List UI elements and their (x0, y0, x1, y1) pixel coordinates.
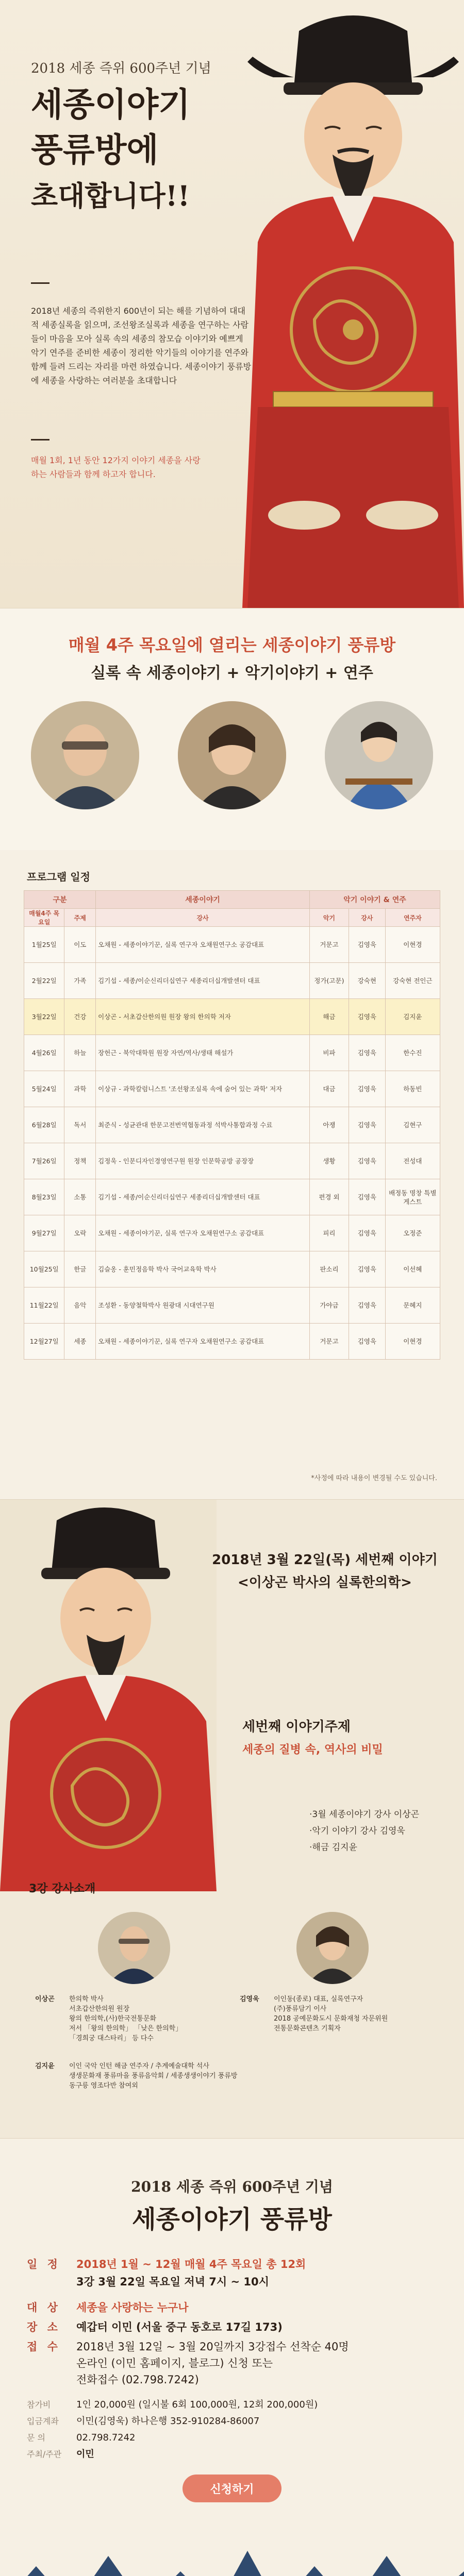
row-instrument: 편경 외 (310, 1179, 349, 1215)
hero-note: 매월 1회, 1년 동안 12가지 이야기 세종을 사랑하는 사람들과 함께 하고자 합니다. (31, 455, 201, 479)
row-instrument-lecturer: 김영욱 (349, 1179, 385, 1215)
row-topic: 과학 (64, 1071, 96, 1107)
hero-paragraph: 2018년 세종의 즉위한지 600년이 되는 해를 기념하여 대대적 세종실록을 읽으며, 조선왕조실록과 세종을 연구하는 사람들이 마음을 모아 실록 속의 세종의 참모습 이야기와 예쁘게 악기 연주를 준비한 세종이 정리한 악기들의 이야기를 연주와 함께 들려 드리는 자리를 마련 하였습니다. 세종이야기 풍류방에 세종을 사랑하는 여러분을 초대합니다 (31, 306, 252, 385)
registration-key: 접 수 (27, 2341, 61, 2353)
target-key: 대 상 (27, 2301, 61, 2314)
row-instrument: 아쟁 (310, 1107, 349, 1143)
hero-title-line2: 풍류방에 (31, 131, 159, 170)
row-topic: 오락 (64, 1215, 96, 1251)
row-date: 2월22일 (24, 963, 64, 999)
hero-section (0, 0, 464, 608)
row-date: 6월28일 (24, 1107, 64, 1143)
row-date: 11월22일 (24, 1287, 64, 1324)
table-row (24, 1179, 440, 1215)
row-topic: 건강 (64, 999, 96, 1035)
table-row (24, 1071, 440, 1107)
row-performer: 오정준 (385, 1215, 440, 1251)
schedule-value: 2018년 1월 ~ 12월 매월 4주 목요일 총 12회 (76, 2258, 306, 2270)
hero-title-line3: 초대합니다!! (31, 179, 190, 212)
hero-title-line1: 세종이야기 (31, 86, 191, 124)
row-instrument-lecturer: 김영욱 (349, 1107, 385, 1143)
row-date: 12월27일 (24, 1324, 64, 1360)
row-date: 7월26일 (24, 1143, 64, 1179)
row-performer: 이현경 (385, 1324, 440, 1360)
row-lecturer: 이상규 - 과학칼럼니스트 '조선왕조실록 속에 숨어 있는 과학' 저자 (96, 1071, 310, 1107)
row-instrument: 가야금 (310, 1287, 349, 1324)
sub-lecturer: 강사 (96, 909, 310, 927)
bio3-text (69, 2061, 237, 2091)
row-instrument: 정가(고문) (310, 963, 349, 999)
row-instrument: 해금 (310, 999, 349, 1035)
row-instrument-lecturer: 김영욱 (349, 1143, 385, 1179)
organizer-value: 이민 (76, 2449, 94, 2460)
bio1-line: 한의학 박사 (69, 1995, 104, 2003)
bio1-name: 이상곤 (35, 1995, 55, 2003)
registration-value: 2018년 3월 12일 ~ 3월 20일까지 3강접수 선착순 40명 (76, 2341, 349, 2353)
row-performer: 하동빈 (385, 1071, 440, 1107)
row-instrument-lecturer: 김영욱 (349, 1215, 385, 1251)
fee-value: 1인 20,000원 (일시불 6회 100,000원, 12회 200,000원) (76, 2399, 318, 2410)
row-lecturer: 김기섭 - 세종/이순신리더십연구 세종리더십개발센터 대표 (96, 963, 310, 999)
event-staff-list (309, 1806, 419, 1856)
bio2-line: 2018 공예문화도시 문화재청 자문위원 (274, 2015, 388, 2023)
row-performer: 이현경 (385, 927, 440, 963)
row-instrument: 생황 (310, 1143, 349, 1179)
program-label: 프로그램 일정 (27, 871, 90, 883)
row-topic: 가족 (64, 963, 96, 999)
table-row (24, 1215, 440, 1251)
bio-lecturer2 (240, 1994, 436, 2041)
hero-divider-2 (31, 439, 49, 440)
row-instrument-lecturer: 김영욱 (349, 1071, 385, 1107)
row-lecturer: 김기섭 - 세종/이순신리더십연구 세종리더십개발센터 대표 (96, 1179, 310, 1215)
registration-value-3: 전화접수 (02.798.7242) (76, 2374, 199, 2386)
row-instrument-lecturer: 김영욱 (349, 1251, 385, 1287)
row-instrument-lecturer: 김영욱 (349, 1035, 385, 1071)
row-performer: 문혜지 (385, 1287, 440, 1324)
bio3-line: 이인 국악 인턴 해금 연주자 / 추계예술대학 석사 (69, 2062, 209, 2070)
row-topic: 한글 (64, 1251, 96, 1287)
lecturer-photo (31, 701, 139, 809)
info-subtitle: 2018 세종 즉위 600주년 기념 (131, 2178, 333, 2195)
phone-value: 02.798.7242 (76, 2432, 136, 2443)
row-lecturer: 이상곤 - 서초갑산한의원 원장 왕의 한의학 저자 (96, 999, 310, 1035)
lecturer2-photo (296, 1912, 369, 1984)
schedule-value-2: 3강 3월 22일 목요일 저녁 7시 ~ 10시 (76, 2276, 269, 2288)
fee-key: 참가비 (27, 2400, 51, 2410)
row-instrument: 판소리 (310, 1251, 349, 1287)
row-lecturer: 김슬옹 - 훈민정음학 박사 국어교육학 박사 (96, 1251, 310, 1287)
row-instrument-lecturer: 김영욱 (349, 1324, 385, 1360)
bio3-line: 동구릉 영조다반 참여외 (69, 2082, 138, 2090)
row-lecturer: 장헌근 - 북악대학원 원장 자연/역사/생태 해설가 (96, 1035, 310, 1071)
account-key: 입금계좌 (27, 2416, 59, 2426)
bio3-name: 김지윤 (35, 2062, 55, 2070)
table-row (24, 1035, 440, 1071)
row-performer: 이선혜 (385, 1251, 440, 1287)
table-row (24, 999, 440, 1035)
third-story-title: 세번째 이야기주제 (242, 1719, 351, 1735)
schedule-title: 매월 4주 목요일에 열리는 세종이야기 풍류방 (68, 635, 396, 655)
staff-item: ·3월 세종이야기 강사 이상곤 (309, 1809, 420, 1820)
row-instrument-lecturer: 김영욱 (349, 1287, 385, 1324)
row-instrument-lecturer: 김영욱 (349, 927, 385, 963)
staff-item: ·악기 이야기 강사 김영욱 (309, 1826, 405, 1836)
row-instrument: 비파 (310, 1035, 349, 1071)
row-date: 5월24일 (24, 1071, 64, 1107)
row-topic: 독서 (64, 1107, 96, 1143)
lecturer-intro-title: 3강 강사소개 (29, 1883, 96, 1895)
bio2-line: 이인동(종로) 대표, 실록연구자 (274, 1995, 363, 2003)
table-row (24, 1251, 440, 1287)
event-date: 2018년 3월 22일(목) 세번째 이야기 (212, 1552, 438, 1568)
target-value: 세종을 사랑하는 누구나 (76, 2301, 189, 2314)
king-sejong-illustration (242, 0, 464, 608)
schedule-header-section (0, 608, 464, 851)
hero-divider (31, 282, 49, 284)
row-instrument-lecturer: 강숙현 (349, 963, 385, 999)
sub-lecturer2: 강사 (349, 909, 385, 927)
bio1-text (69, 1994, 182, 2043)
sub-performer: 연주자 (385, 909, 440, 927)
row-date: 9월27일 (24, 1215, 64, 1251)
king-sejong-illustration-2 (0, 1500, 217, 1891)
lecturer1-photo (98, 1912, 170, 1984)
table-row (24, 1324, 440, 1360)
col-sejong: 세종이야기 (96, 891, 310, 909)
organizer-key: 주최/주관 (27, 2449, 62, 2459)
wave-mountain-decoration (0, 2535, 464, 2576)
phone-key: 문 의 (27, 2433, 45, 2443)
row-topic: 이도 (64, 927, 96, 963)
row-performer: 강숙현 전인근 (385, 963, 440, 999)
bio-performer (35, 2061, 303, 2097)
row-lecturer: 오채원 - 세종이야기꾼, 실록 연구자 오채원연구소 공감대표 (96, 1324, 310, 1360)
row-topic: 하늘 (64, 1035, 96, 1071)
row-date: 8월23일 (24, 1179, 64, 1215)
sub-topic: 주제 (64, 909, 96, 927)
col-music: 악기 이야기 & 연주 (310, 891, 440, 909)
table-row (24, 1143, 440, 1179)
program-table (24, 890, 440, 1360)
row-performer: 한수진 (385, 1035, 440, 1071)
info-title: 세종이야기 풍류방 (132, 2205, 332, 2234)
row-topic: 음악 (64, 1287, 96, 1324)
row-performer: 김지윤 (385, 999, 440, 1035)
bio2-line: (주)풍류담기 이사 (274, 2005, 327, 2013)
row-date: 4월26일 (24, 1035, 64, 1071)
table-row (24, 963, 440, 999)
row-lecturer: 오채원 - 세종이야기꾼, 실록 연구자 오채원연구소 공감대표 (96, 927, 310, 963)
row-instrument-lecturer: 김영욱 (349, 999, 385, 1035)
bio1-line: 왕의 한의학,(사)한국전통문화 (69, 2015, 157, 2023)
bio2-text (274, 1994, 388, 2033)
row-performer: 배정동 명창 특별게스트 (385, 1179, 440, 1215)
row-date: 1월25일 (24, 927, 64, 963)
bio1-line: 「경희궁 대스타리」 등 다수 (69, 2035, 154, 2042)
row-topic: 세종 (64, 1324, 96, 1360)
row-topic: 소통 (64, 1179, 96, 1215)
sub-instrument: 악기 (310, 909, 349, 927)
account-value: 이민(김영욱) 하나은행 352-910284-86007 (76, 2416, 260, 2427)
bio1-line: 서초갑산한의원 원장 (69, 2005, 130, 2013)
row-lecturer: 김정욱 - 인문디자인경영연구원 원장 인문학공방 공장장 (96, 1143, 310, 1179)
program-rows (24, 927, 440, 1360)
row-instrument: 거문고 (310, 927, 349, 963)
hero-subtitle: 2018 세종 즉위 600주년 기념 (31, 61, 211, 76)
staff-item: ·해금 김지윤 (309, 1842, 357, 1853)
bio-lecturer1 (35, 1994, 190, 2051)
sub-month: 매월4주 목요일 (24, 909, 64, 927)
row-instrument: 피리 (310, 1215, 349, 1251)
third-story-topic: 세종의 질병 속, 역사의 비밀 (242, 1743, 383, 1756)
program-footnote: *사정에 따라 내용이 변경될 수도 있습니다. (311, 1475, 437, 1482)
table-row (24, 1287, 440, 1324)
row-topic: 정책 (64, 1143, 96, 1179)
event-subtitle: <이상곤 박사의 실록한의학> (238, 1575, 412, 1590)
row-date: 10월25일 (24, 1251, 64, 1287)
bio2-name: 김영욱 (240, 1995, 259, 2003)
info-section (0, 2138, 464, 2576)
row-instrument: 거문고 (310, 1324, 349, 1360)
row-lecturer: 조성환 - 동양철학박사 원광대 시대연구원 (96, 1287, 310, 1324)
schedule-key: 일 정 (27, 2258, 61, 2270)
bio2-line: 전통문화콘텐츠 기획자 (274, 2025, 341, 2032)
row-date: 3월22일 (24, 999, 64, 1035)
table-row (24, 927, 440, 963)
table-row (24, 1107, 440, 1143)
col-division: 구분 (24, 891, 96, 909)
row-lecturer: 최준식 - 성균관대 한문고전번역협동과정 석박사통합과정 수료 (96, 1107, 310, 1143)
row-lecturer: 오채원 - 세종이야기꾼, 실록 연구자 오채원연구소 공감대표 (96, 1215, 310, 1251)
event-section (0, 1499, 464, 2139)
apply-button[interactable]: 신청하기 (183, 2475, 281, 2502)
bio1-line: 저서 「왕의 한의학」 「낮은 한의학」 (69, 2025, 183, 2032)
place-key: 장 소 (27, 2321, 61, 2333)
bio3-line: 생생문화재 풍류마을 풍류음악회 / 세종생생이야기 풍류방 (69, 2072, 238, 2080)
performer-photo (325, 701, 433, 809)
program-section (0, 850, 464, 1499)
schedule-subtitle: 실록 속 세종이야기 + 악기이야기 + 연주 (91, 664, 373, 682)
row-performer: 전성대 (385, 1143, 440, 1179)
row-instrument: 대금 (310, 1071, 349, 1107)
place-value: 예갑터 이민 (서울 중구 동호로 17길 173) (76, 2321, 283, 2333)
instrument-lecturer-photo (178, 701, 286, 809)
registration-value-2: 온라인 (이민 홈페이지, 블로그) 신청 또는 (76, 2357, 273, 2369)
row-performer: 김현구 (385, 1107, 440, 1143)
